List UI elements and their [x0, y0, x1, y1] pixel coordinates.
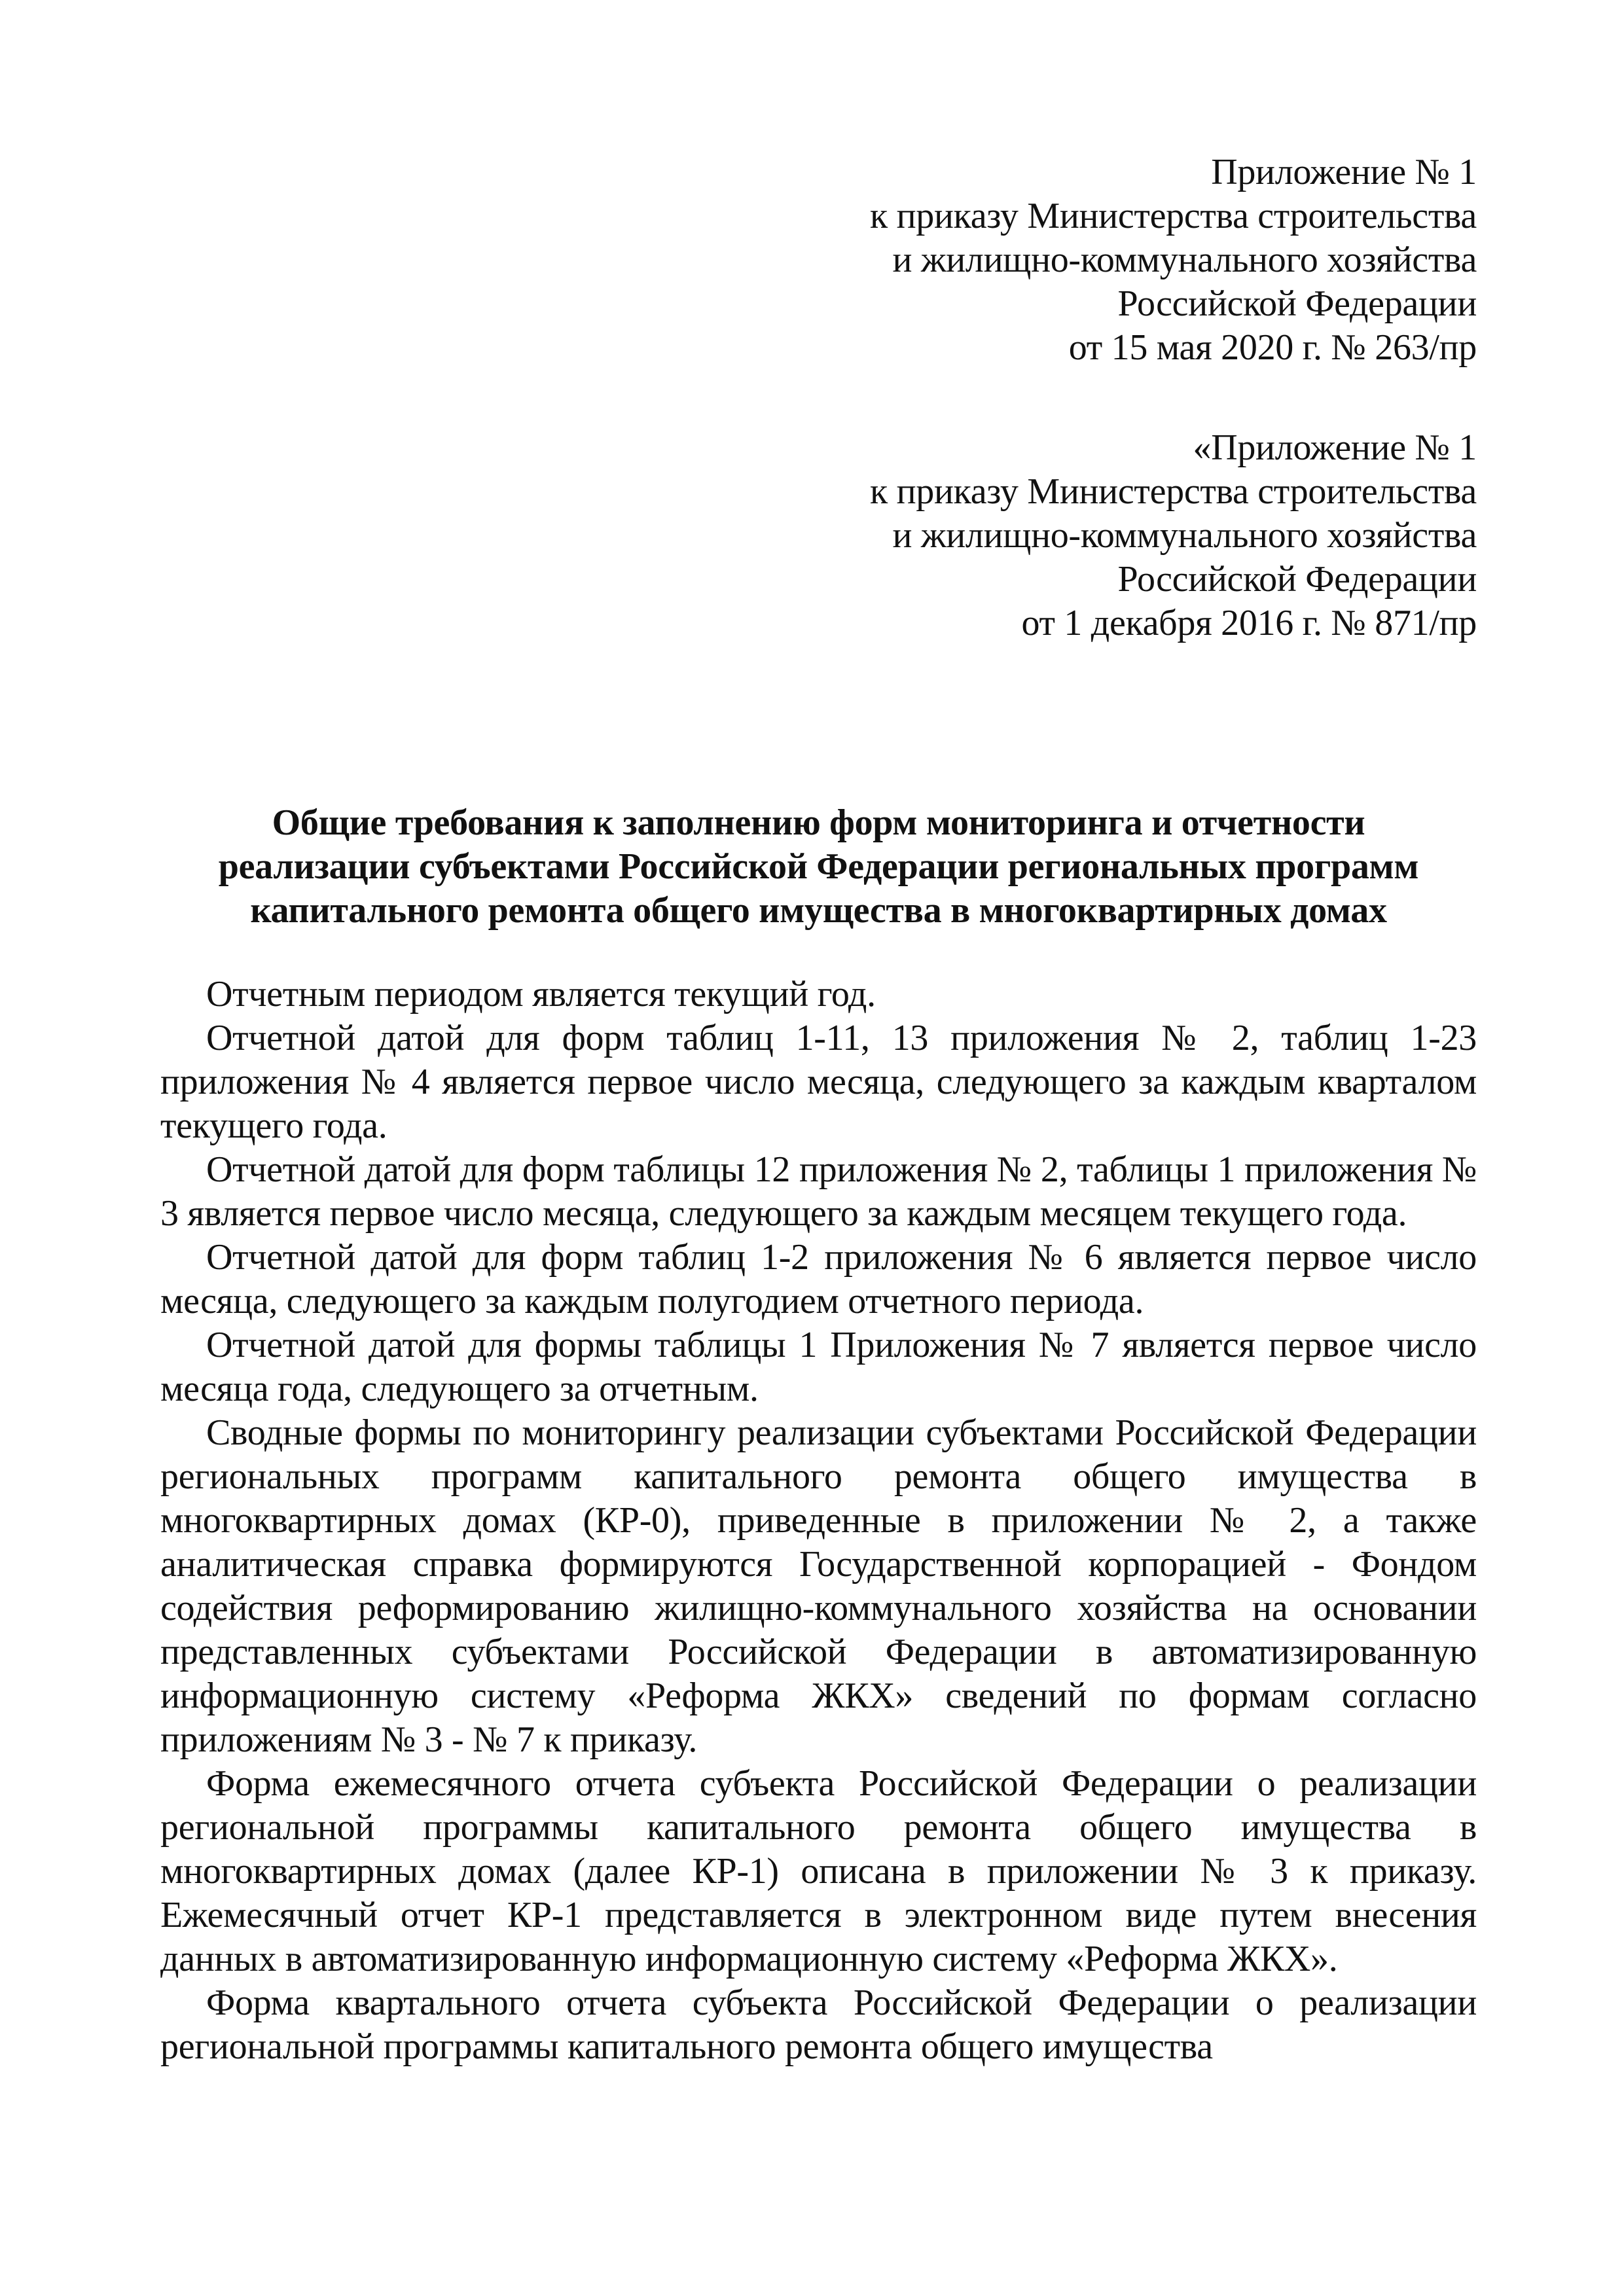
paragraph-monthly-report: Форма ежемесячного отчета субъекта Российской Федерации о реализации региональной программы капитального ремонта общего имущества в многоквартирных домах (далее КР-1) описана в приложении № 3 к приказу. Ежемесячный отчет КР-1 представляется в электронном виде путем внесения данных в автоматизированную информационную систему «Реформа ЖКХ».: [160, 1763, 1477, 1979]
paragraph-annual-date: Отчетной датой для формы таблицы 1 Приложения № 7 является первое число месяца года, следующего за отчетным.: [160, 1325, 1477, 1409]
text-frame: [160, 151, 1477, 2069]
header-previous-line-3: и жилищно-коммунального хозяйства: [892, 515, 1477, 556]
header-previous-line-2: к приказу Министерства строительства: [870, 471, 1477, 512]
header-previous-line-1: «Приложение № 1: [1193, 427, 1477, 468]
header-current-line-4: Российской Федерации: [1117, 283, 1477, 324]
appendix-header-current: [160, 151, 1477, 370]
header-previous-line-5: от 1 декабря 2016 г. № 871/пр: [1021, 603, 1477, 643]
paragraph-quarterly-date: Отчетной датой для форм таблиц 1-11, 13 приложения № 2, таблиц 1-23 приложения № 4 является первое число месяца, следующего за каждым кварталом текущего года.: [160, 1018, 1477, 1146]
paragraph-quarterly-report: Форма квартального отчета субъекта Российской Федерации о реализации региональной программы капитального ремонта общего имущества: [160, 1982, 1477, 2067]
document-body: [160, 973, 1477, 2069]
header-previous-line-4: Российской Федерации: [1117, 559, 1477, 600]
paragraph-reporting-period: Отчетным периодом является текущий год.: [206, 974, 876, 1014]
header-current-line-1: Приложение № 1: [1211, 152, 1477, 192]
paragraph-monthly-date: Отчетной датой для форм таблицы 12 приложения № 2, таблицы 1 приложения № 3 является первое число месяца, следующего за каждым месяцем текущего года.: [160, 1149, 1477, 1234]
appendix-header-previous: [160, 426, 1477, 645]
paragraph-summary-forms: Сводные формы по мониторингу реализации субъектами Российской Федерации региональных программ капитального ремонта общего имущества в многоквартирных домах (КР-0), приведенные в приложении № 2, а также аналитическая справка формируются Государственной корпорацией - Фондом содействия реформированию жилищно-коммунального хозяйства на основании представленных субъектами Российской Федерации в автоматизированную информационную систему «Реформа ЖКХ» сведений по формам согласно приложениям № 3 - № 7 к приказу.: [160, 1412, 1477, 1760]
title-line-2: реализации субъектами Российской Федерации региональных программ: [218, 846, 1419, 887]
header-current-line-5: от 15 мая 2020 г. № 263/пр: [1068, 327, 1477, 368]
header-current-line-3: и жилищно-коммунального хозяйства: [892, 240, 1477, 280]
header-current-line-2: к приказу Министерства строительства: [870, 196, 1477, 236]
title-line-3: капитального ремонта общего имущества в многоквартирных домах: [250, 890, 1387, 931]
title-line-1: Общие требования к заполнению форм мониторинга и отчетности: [272, 802, 1365, 843]
document-title: [160, 801, 1477, 933]
paragraph-half-year-date: Отчетной датой для форм таблиц 1-2 приложения № 6 является первое число месяца, следующего за каждым полугодием отчетного периода.: [160, 1237, 1477, 1321]
